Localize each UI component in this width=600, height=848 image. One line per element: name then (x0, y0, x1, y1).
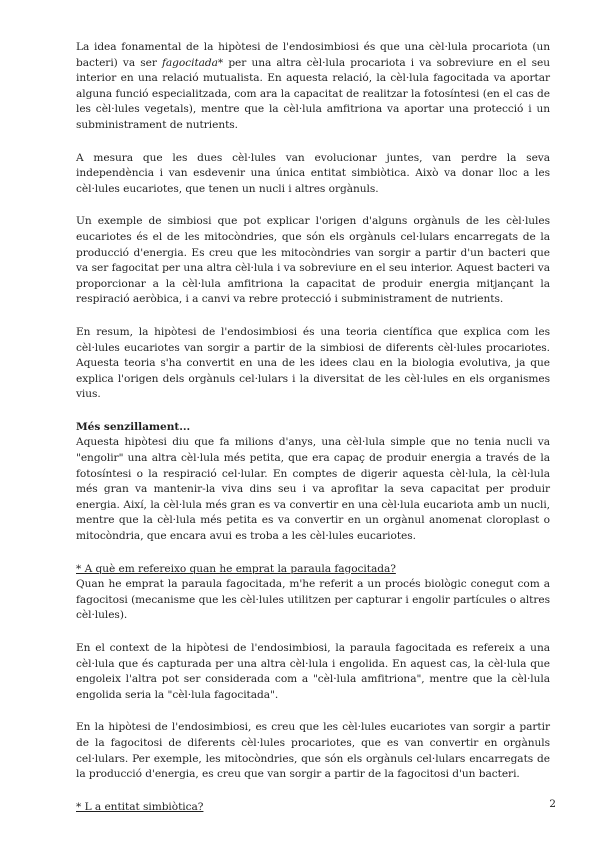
section-question-entitat (76, 800, 550, 816)
paragraph-mitochondria-example: Un exemple de simbiosi que pot explicar l'origen d'alguns orgànuls de les cèl·lules eucariotes és el de les mitocòndries, que són els orgànuls cel·lulars encarregats de la producció d'energia. Es creu que les mitocòndries van sorgir a partir d'un bacteri que va ser fagocitat per una altra cèl·lula i va sobreviure en el seu interior. Aquest bacteri va proporcionar a la cèl·lula amfitriona la capacitat de produir energia mitjançant la respiració aeròbica, i a canvi va rebre protecció i subministrament de nutrients. (76, 215, 550, 306)
paragraph-text: La idea fonamental de la hipòtesi de l'endosimbiosi és que una cèl·lula procariota (un bacteri) va ser (76, 41, 550, 69)
section-heading-simpler: Més senzillament... (76, 420, 191, 433)
paragraph-summary: En resum, la hipòtesi de l'endosimbiosi és una teoria científica que explica com les cèl·lules eucariotes van sorgir a partir de la simbiosi de diferents cèl·lules procariotes. Aquesta teoria s'ha convertit en una de les idees clau en la biologia evolutiva, ja que explica l'origen dels orgànuls cel·lulars i la diversitat de les cèl·lules en els organismes vius. (76, 325, 550, 401)
answer-text: Quan he emprat la paraula fagocitada, m'he referit a un procés biològic conegut com a fagocitosi (mecanisme que les cèl·lules utilitzen per capturar i engolir partícules o altres cèl·lules). (76, 578, 550, 622)
section-simpler (76, 420, 550, 545)
paragraph-endosymbiosis-idea (76, 40, 550, 134)
section-question-fagocitada (76, 562, 550, 624)
paragraph-text: per una altra cèl·lula procariota i va sobreviure en el seu interior en una relació mutualista. En aquesta relació, la cèl·lula fagocitada va aportar alguna funció especialitzada, com ara la capacitat de realitzar la fotosíntesi (en el cas de les cèl·lules vegetals), mentre que la cèl·lula amfitriona va aportar una protecció i un subministrament de nutrients. (76, 56, 551, 131)
page-number: 2 (549, 798, 556, 810)
question-heading: * L a entitat simbiòtica? (76, 800, 204, 813)
paragraph-evolution: A mesura que les dues cèl·lules van evolucionar juntes, van perdre la seva independència i van esdevenir una única entitat simbiòtica. Això va donar lloc a les cèl·lules eucariotes, que tenen un nucli i altres orgànuls. (76, 151, 550, 195)
page-content (76, 40, 550, 832)
paragraph-context: En el context de la hipòtesi de l'endosimbiosi, la paraula fagocitada es refereix a una cèl·lula que és capturada per una altra cèl·lula i engolida. En aquest cas, la cèl·lula que engoleix l'altra pot ser considerada com a "cèl·lula amfitriona", mentre que la cèl·lula engolida seria la "cèl·lula fagocitada". (76, 642, 550, 701)
paragraph-text: Aquesta hipòtesi diu que fa milions d'anys, una cèl·lula simple que no tenia nucli va "engolir" una altra cèl·lula més petita, que era capaç de produir energia a través de la fotosíntesi o la respiració cel·lular. En comptes de digerir aquesta cèl·lula, la cèl·lula més gran va mantenir-la viva dins seu i va aprofitar la seva capacitat per produir energia. Així, la cèl·lula més gran es va convertir en una cèl·lula eucariota amb un nucli, mentre que la cèl·lula més petita es va convertir en un orgànul anomenat cloroplast o mitocòndria, que encara avui es troba a les cèl·lules eucariotes. (76, 436, 550, 543)
paragraph-hypothesis: En la hipòtesi de l'endosimbiosi, es creu que les cèl·lules eucariotes van sorgir a partir de la fagocitosi de diferents cèl·lules procariotes, que es van convertir en orgànuls cel·lulars. Per exemple, les mitocòndries, que són els orgànuls cel·lulars encarregats de la producció d'energia, es creu que van sorgir a partir de la fagocitosi d'un bacteri. (76, 721, 550, 781)
question-heading: * A què em refereixo quan he emprat la paraula fagocitada? (76, 562, 396, 575)
emphasized-term: fagocitada* (162, 56, 224, 69)
